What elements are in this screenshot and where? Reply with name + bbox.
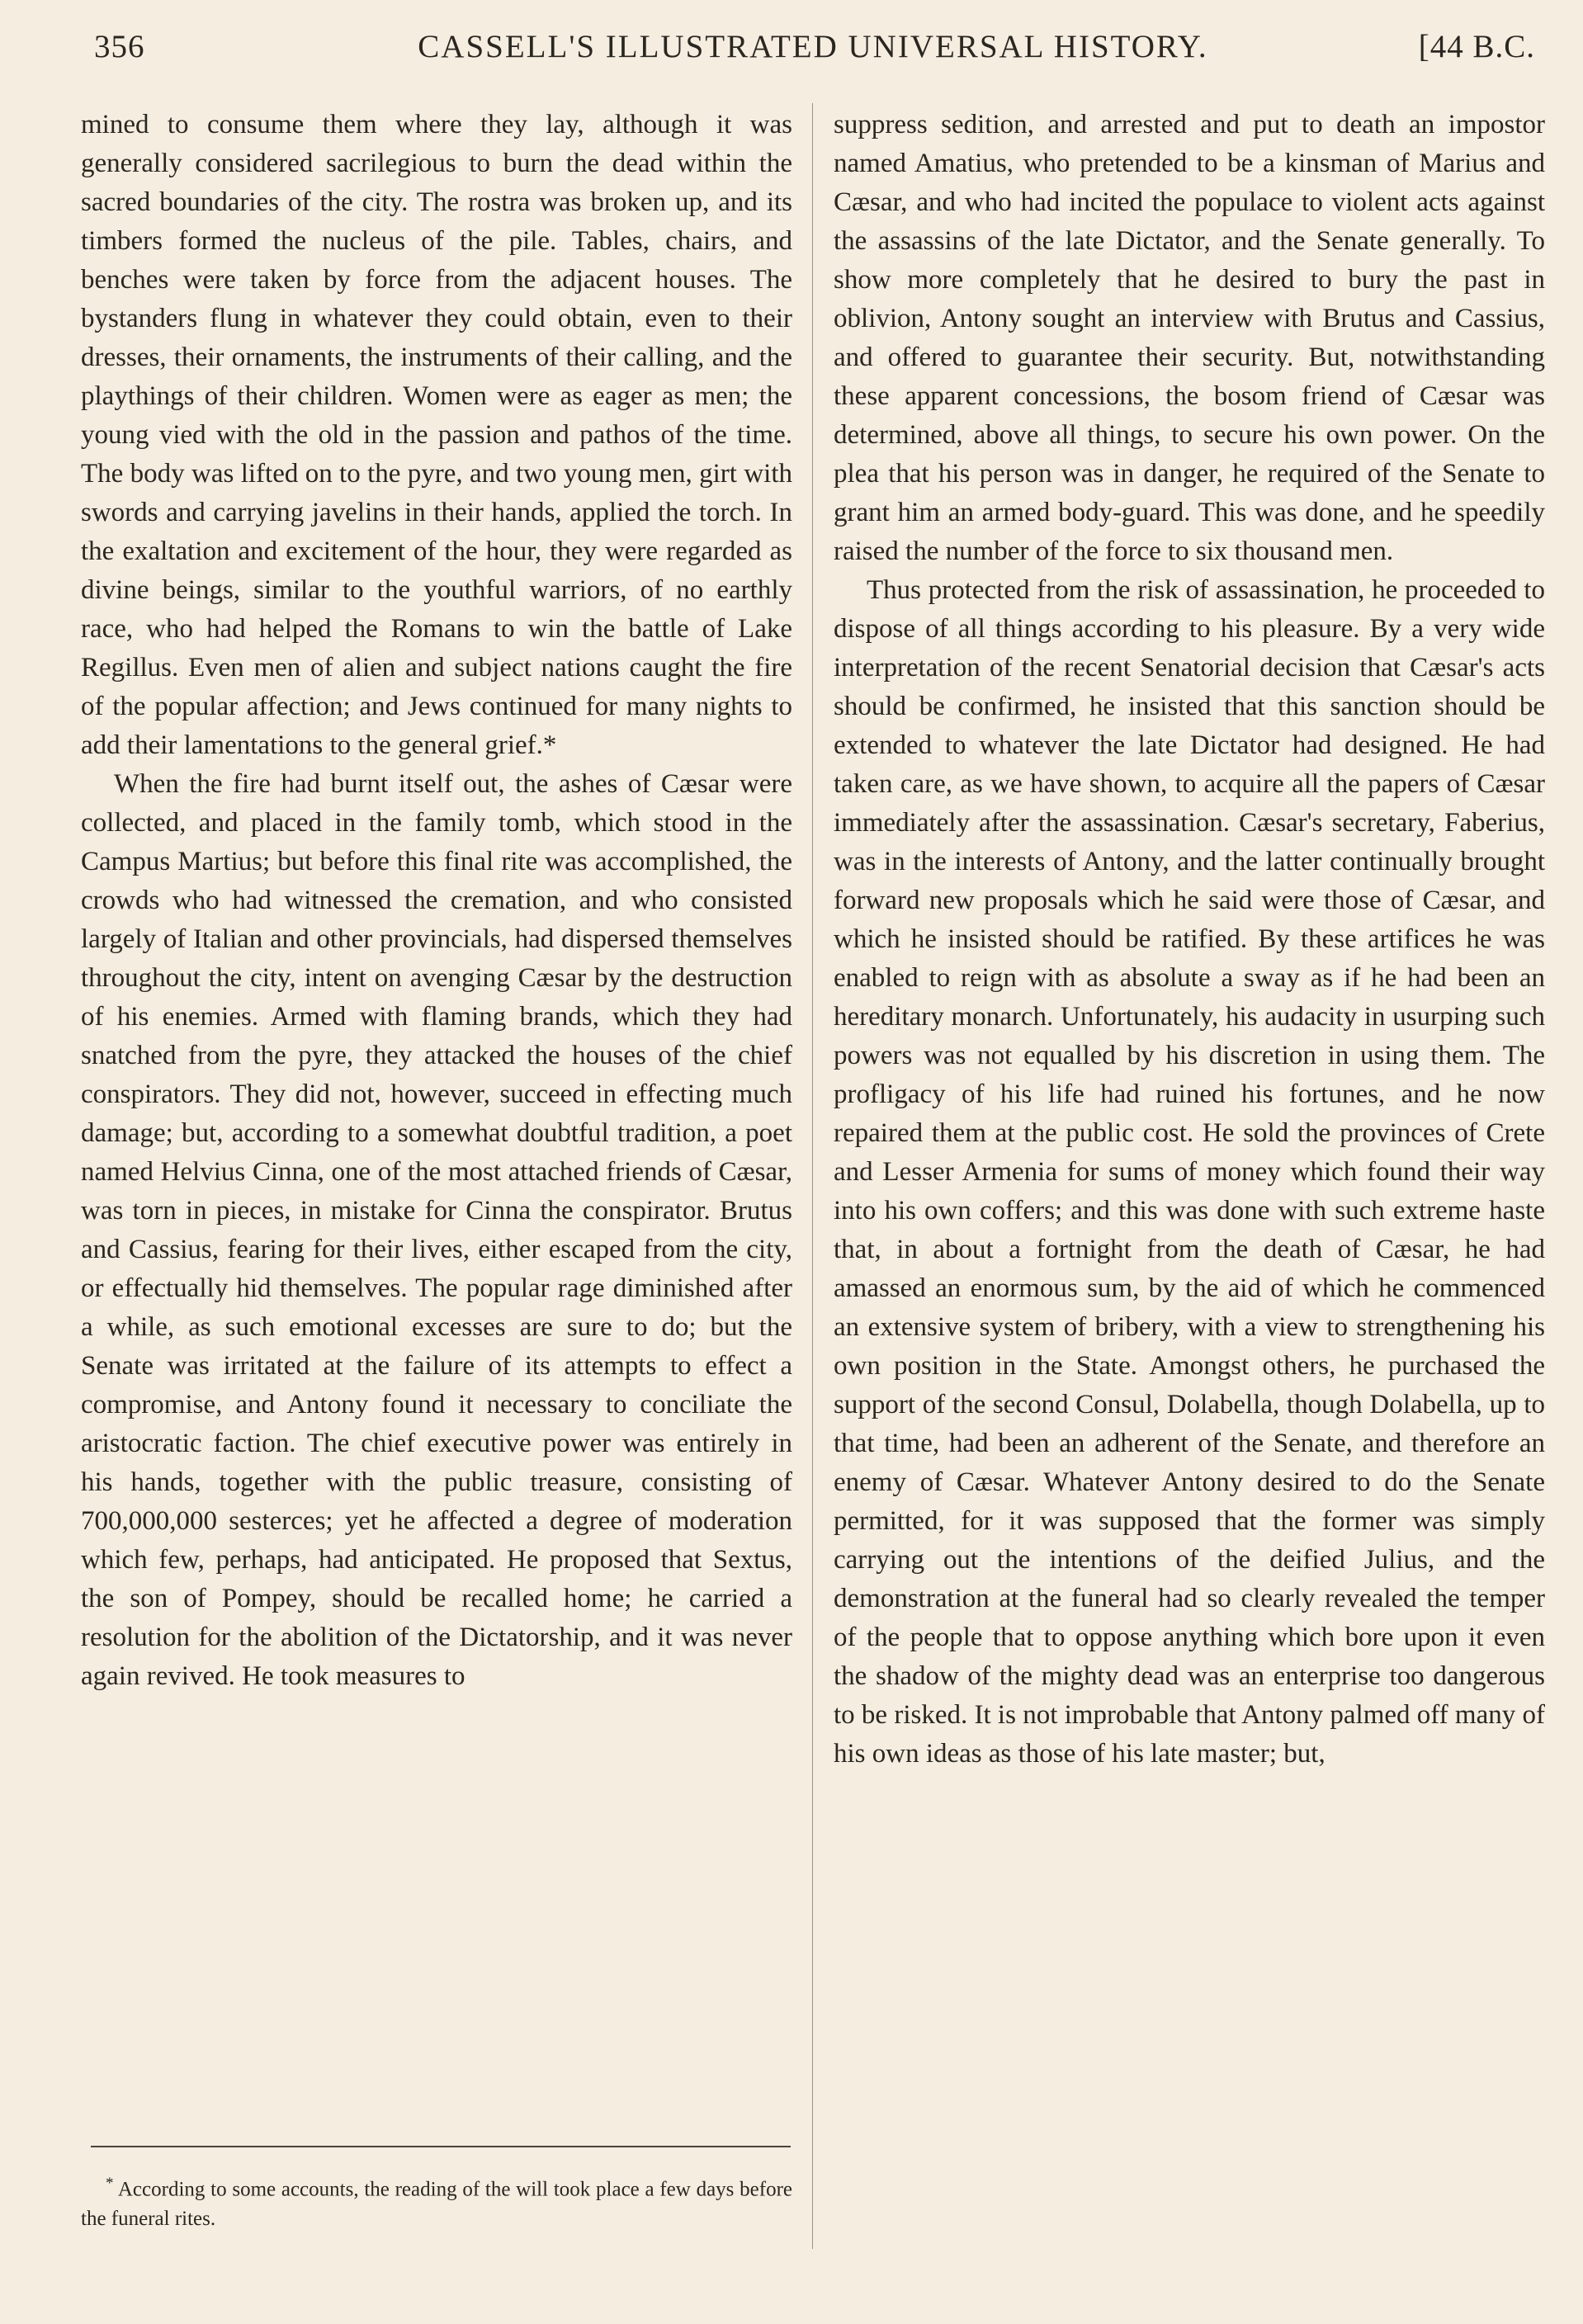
date-reference: [44 B.C. <box>1418 29 1535 64</box>
page-number: 356 <box>94 29 145 64</box>
paragraph: mined to consume them where they lay, although it was generally considered sacrilegious to burn the dead within the sacred boundaries of the city. The rostra was broken up, and its timbers formed the nucleus of the pile. Tables, chairs, and benches were taken by force from the adjacent houses. The bystanders flung in whatever they could obtain, even to their dresses, their ornaments, the instruments of their calling, and the playthings of their children. Women were as eager as men; the young vied with the old in the passion and pathos of the time. The body was lifted on to the pyre, and two young men, girt with swords and carrying javelins in their hands, applied the torch. In the exaltation and excitement of the hour, they were regarded as divine beings, similar to the youthful warriors, of no earthly race, who had helped the Romans to win the battle of Lake Regillus. Even men of alien and subject nations caught the fire of the popular affection; and Jews continued for many nights to add their lamentations to the general grief.* <box>81 110 792 760</box>
footnote <box>81 2169 792 2234</box>
column-divider <box>812 103 813 2249</box>
footnote-divider <box>91 2146 791 2147</box>
paragraph: suppress sedition, and arrested and put to death an impostor named Amatius, who pretended to be a kinsman of Marius and Cæsar, and who had incited the populace to violent acts against the assassins of the late Dictator, and the Senate generally. To show more completely that he desired to bury the past in oblivion, Antony sought an interview with Brutus and Cassius, and offered to guarantee their security. But, notwithstanding these apparent concessions, the bosom friend of Cæsar was determined, above all things, to secure his own power. On the plea that his person was in danger, he required of the Senate to grant him an armed body-guard. This was done, and he speedily raised the number of the force to six thousand men. <box>834 110 1545 566</box>
right-column <box>834 106 1545 1774</box>
left-column <box>81 106 792 1696</box>
footnote-mark: * <box>106 2175 114 2192</box>
running-title: CASSELL'S ILLUSTRATED UNIVERSAL HISTORY. <box>418 29 1208 64</box>
page-header <box>91 28 1535 69</box>
paragraph: When the fire had burnt itself out, the ashes of Cæsar were collected, and placed in the family tomb, which stood in the Campus Martius; but before this final rite was accomplished, the crowds who had witnessed the cremation, and who consisted largely of Italian and other provincials, had dispersed themselves throughout the city, intent on avenging Cæsar by the destruction of his enemies. Armed with flaming brands, which they had snatched from the pyre, they attacked the houses of the chief conspirators. They did not, however, succeed in effecting much damage; but, according to a somewhat doubtful tradition, a poet named Helvius Cinna, one of the most attached friends of Cæsar, was torn in pieces, in mistake for Cinna the conspirator. Brutus and Cassius, fearing for their lives, either escaped from the city, or effectually hid themselves. The popular rage diminished after a while, as such emotional excesses are sure to do; but the Senate was irritated at the failure of its attempts to effect a compromise, and Antony found it necessary to conciliate the aristocratic faction. The chief executive power was entirely in his hands, together with the public treasure, consisting of 700,000,000 sesterces; yet he affected a degree of moderation which few, perhaps, had anticipated. He proposed that Sextus, the son of Pompey, should be recalled home; he carried a resolution for the abolition of the Dictatorship, and it was never again revived. He took measures to <box>81 769 792 1691</box>
paragraph: Thus protected from the risk of assassination, he proceeded to dispose of all things according to his pleasure. By a very wide interpretation of the recent Senatorial decision that Cæsar's acts should be confirmed, he insisted that this sanction should be extended to whatever the late Dictator had designed. He had taken care, as we have shown, to acquire all the papers of Cæsar immediately after the assassination. Cæsar's secretary, Faberius, was in the interests of Antony, and the latter continually brought forward new proposals which he said were those of Cæsar, and which he insisted should be ratified. By these artifices he was enabled to reign with as absolute a sway as if he had been an hereditary monarch. Unfortunately, his audacity in usurping such powers was not equalled by his discretion in using them. The profligacy of his life had ruined his fortunes, and he now repaired them at the public cost. He sold the provinces of Crete and Lesser Armenia for sums of money which found their way into his own coffers; and this was done with such extreme haste that, in about a fortnight from the death of Cæsar, he had amassed an enormous sum, by the aid of which he commenced an extensive system of bribery, with a view to strengthening his own position in the State. Amongst others, he purchased the support of the second Consul, Dolabella, though Dolabella, up to that time, had been an adherent of the Senate, and therefore an enemy of Cæsar. Whatever Antony desired to do the Senate permitted, for it was supposed that the former was simply carrying out the intentions of the deified Julius, and the demonstration at the funeral had so clearly revealed the temper of the people that to oppose anything which bore upon it even the shadow of the mighty dead was an enterprise too dangerous to be risked. It is not improbable that Antony palmed off many of his own ideas as those of his late master; but, <box>834 575 1545 1769</box>
footnote-text: According to some accounts, the reading of the will took place a few days before the funeral rites. <box>81 2178 792 2231</box>
